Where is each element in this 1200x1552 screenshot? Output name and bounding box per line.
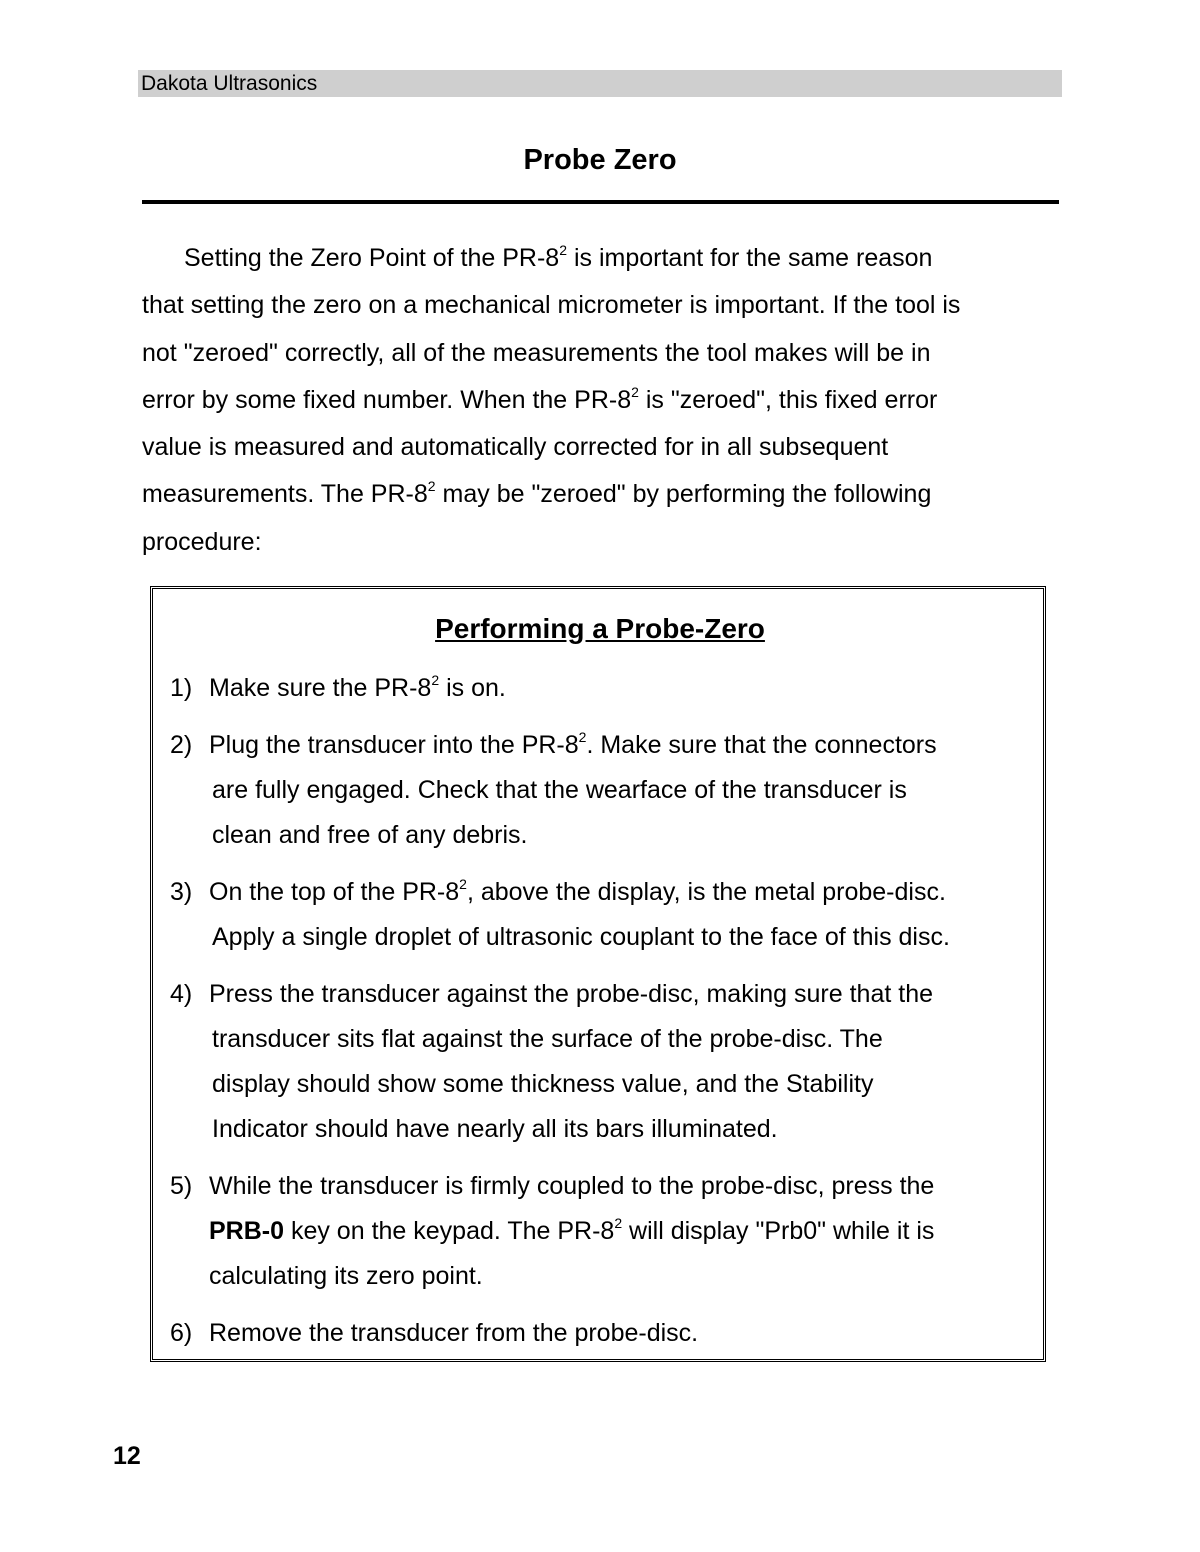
- step-number: 5): [170, 1172, 193, 1200]
- procedure-step: [170, 972, 1040, 1152]
- step-number: 1): [170, 674, 193, 702]
- intro-line: [142, 235, 1062, 282]
- intro-text: Setting the Zero Point of the PR-8: [184, 244, 560, 272]
- superscript: 2: [427, 478, 436, 495]
- intro-line: [142, 424, 1062, 471]
- intro-line: [142, 330, 1062, 377]
- step-text: . Make sure that the connectors: [586, 731, 937, 759]
- step-line: [170, 666, 1040, 711]
- intro-text: that setting the zero on a mechanical micrometer is important. If the tool is: [142, 291, 961, 320]
- page-title: Probe Zero: [523, 144, 677, 176]
- step-line: [170, 1254, 1040, 1299]
- intro-text: procedure:: [142, 527, 262, 556]
- step-text: will display "Prb0" while it is: [622, 1217, 935, 1245]
- step-line: [170, 1107, 1040, 1152]
- step-text: Indicator should have nearly all its bars illuminated.: [212, 1115, 778, 1143]
- superscript: 2: [614, 1214, 623, 1231]
- step-text: Apply a single droplet of ultrasonic couplant to the face of this disc.: [212, 923, 950, 951]
- procedure-step: [170, 1164, 1040, 1299]
- intro-text: value is measured and automatically corrected for in all subsequent: [142, 433, 889, 462]
- step-line: [170, 972, 1040, 1017]
- title-rule: [142, 200, 1059, 204]
- step-text: Press the transducer against the probe-disc, making sure that the: [209, 980, 933, 1008]
- step-line: [170, 870, 1040, 915]
- intro-text: measurements. The PR-8: [142, 480, 428, 509]
- step-text: clean and free of any debris.: [212, 821, 528, 849]
- step-line: [170, 723, 1040, 768]
- step-line: [170, 813, 1040, 858]
- step-text: key on the keypad. The PR-8: [284, 1217, 615, 1245]
- step-text: are fully engaged. Check that the wearface of the transducer is: [212, 776, 907, 804]
- intro-line: [142, 519, 1062, 566]
- step-text: Make sure the PR-8: [209, 674, 432, 702]
- step-number: 6): [170, 1319, 193, 1347]
- superscript: 2: [578, 728, 587, 745]
- intro-text: error by some fixed number. When the PR-8: [142, 385, 632, 414]
- step-line: [170, 1062, 1040, 1107]
- step-line: [170, 1164, 1040, 1209]
- step-text: is on.: [439, 674, 506, 702]
- step-number: 4): [170, 980, 193, 1008]
- step-text: calculating its zero point.: [209, 1262, 483, 1290]
- step-line: [170, 915, 1040, 960]
- intro-text: may be "zeroed" by performing the following: [435, 480, 932, 509]
- step-line: [170, 768, 1040, 813]
- running-header: [138, 70, 1062, 97]
- intro-line: [142, 282, 1062, 329]
- procedure-step: [170, 1311, 1040, 1356]
- step-number: 3): [170, 878, 193, 906]
- step-line: [170, 1311, 1040, 1356]
- intro-text: not "zeroed" correctly, all of the measurements the tool makes will be in: [142, 338, 931, 367]
- intro-text: is "zeroed", this fixed error: [638, 385, 938, 414]
- step-text: Plug the transducer into the PR-8: [209, 731, 579, 759]
- superscript: 2: [431, 671, 440, 688]
- intro-line: [142, 471, 1062, 518]
- intro-paragraph: [142, 235, 1062, 566]
- superscript: 2: [559, 241, 568, 258]
- superscript: 2: [631, 383, 639, 400]
- procedure-step: [170, 666, 1040, 711]
- procedure-title: Performing a Probe-Zero: [435, 613, 765, 644]
- step-text: On the top of the PR-8: [209, 878, 460, 906]
- step-text: , above the display, is the metal probe-disc.: [466, 878, 946, 906]
- intro-text: is important for the same reason: [567, 244, 933, 272]
- intro-line: [142, 377, 1062, 424]
- step-line: [170, 1017, 1040, 1062]
- procedure-step: [170, 870, 1040, 960]
- step-number: 2): [170, 731, 193, 759]
- step-text: transducer sits flat against the surface of the probe-disc. The: [212, 1025, 883, 1053]
- step-text: Remove the transducer from the probe-disc.: [209, 1319, 699, 1347]
- procedure-step: [170, 723, 1040, 858]
- step-text: While the transducer is firmly coupled to the probe-disc, press the: [209, 1172, 935, 1200]
- step-line: [170, 1209, 1040, 1254]
- page-number: 12: [113, 1442, 141, 1470]
- key-name: PRB-0: [209, 1217, 285, 1245]
- superscript: 2: [459, 875, 467, 892]
- company-name: Dakota Ultrasonics: [141, 72, 318, 95]
- step-text: display should show some thickness value, and the Stability: [212, 1070, 874, 1098]
